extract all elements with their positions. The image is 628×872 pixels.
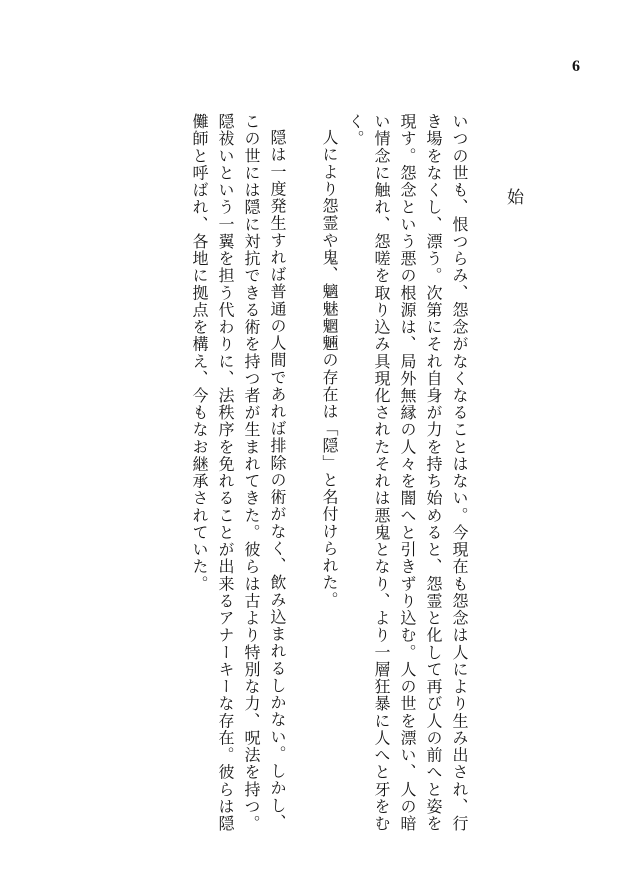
chapter-title: 始 xyxy=(503,188,523,205)
paragraph-1: いつの世も、恨つらみ、怨念がなくなることはない。今現在も怨念は人により生み出され、行き場をなくし、漂う。次第にそれ自身が力を持ち始めると、怨霊と化して再び人の前へと姿を現す。怨念という悪の根源は、局外無縁の人々を闇へと引きずり込む。人の世を漂い、人の暗い情念に触れ、怨嗟を取り込み具現化されたそれは悪鬼となり、より一層狂暴に人へと牙をむく。 xyxy=(346,113,469,833)
paragraph-2: 人により怨霊や鬼、魑魅魍魎の存在は「隠」と名付けられた。 xyxy=(320,129,339,609)
page-number: 6 xyxy=(572,58,580,75)
body-text xyxy=(112,113,472,843)
paragraph-3: 隠は一度発生すれば普通の人間であれば排除の術がなく、飲み込まれるしかない。しかし、この世には隠に対抗できる術を持つ者が生まれてきた。彼らは古より特別な力、呪法を持つ。隠祓いという一翼を担う代わりに、法秩序を免れることが出来るアナーキーな存在。彼らは隠儺師と呼ばれ、各地に拠点を構え、今もなお継承されていた。 xyxy=(190,113,287,833)
